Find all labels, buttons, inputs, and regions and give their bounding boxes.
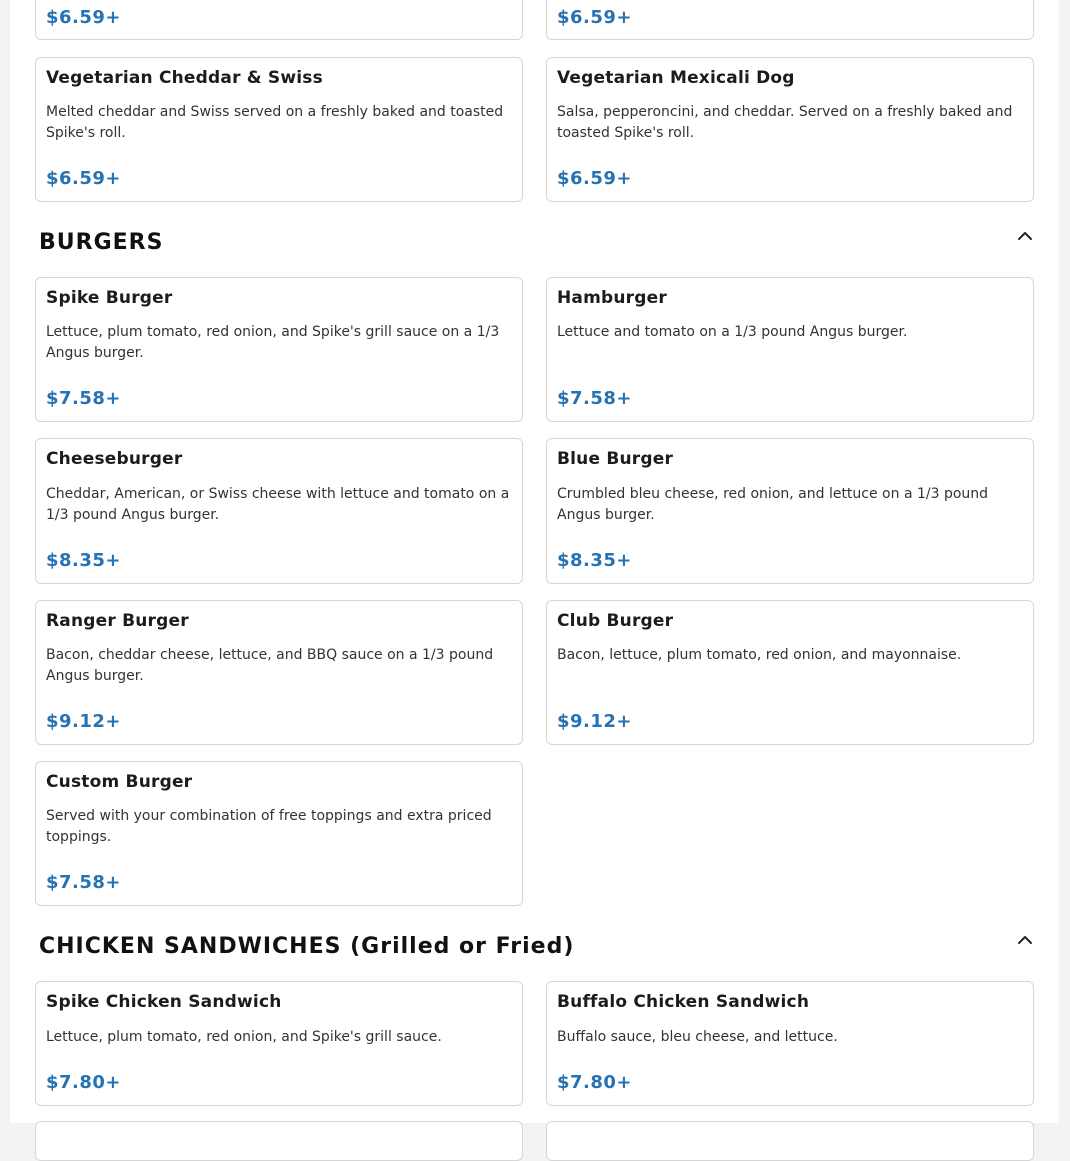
menu-item-price: $7.58+ [557,388,633,409]
menu-item-card[interactable] [546,981,1034,1106]
menu-item-description: Melted cheddar and Swiss served on a freshly baked and toasted Spike's roll. [46,104,504,141]
menu-item-description: Bacon, cheddar cheese, lettuce, and BBQ sauce on a 1/3 pound Angus burger. [46,647,494,684]
menu-item-name: Hamburger [557,288,667,308]
chevron-up-icon[interactable] [1015,226,1035,246]
menu-item-price: $9.12+ [557,711,633,732]
menu-item-card[interactable] [546,57,1034,202]
menu-item-price: $7.58+ [46,388,122,409]
menu-item-price: $6.59+ [557,7,633,28]
menu-item-card[interactable] [546,277,1034,422]
menu-item-card[interactable] [35,1121,523,1161]
menu-item-name: Buffalo Chicken Sandwich [557,992,810,1012]
menu-item-price: $7.80+ [557,1072,633,1093]
menu-page [10,0,1059,1123]
menu-item-price: $6.59+ [46,168,122,189]
menu-item-description: Lettuce and tomato on a 1/3 pound Angus burger. [557,324,908,340]
menu-item-name: Vegetarian Mexicali Dog [557,68,795,88]
menu-item-description: Crumbled bleu cheese, red onion, and lettuce on a 1/3 pound Angus burger. [557,486,989,523]
menu-item-price: $6.59+ [46,7,122,28]
menu-item-name: Spike Chicken Sandwich [46,992,282,1012]
menu-item-description: Served with your combination of free toppings and extra priced toppings. [46,808,492,845]
menu-item-card[interactable] [546,600,1034,745]
menu-item-card[interactable] [546,1121,1034,1161]
menu-item-card[interactable] [35,438,523,584]
menu-item-price: $6.59+ [557,168,633,189]
menu-item-description: Buffalo sauce, bleu cheese, and lettuce. [557,1029,838,1045]
menu-item-card[interactable] [35,761,523,906]
menu-item-description: Salsa, pepperoncini, and cheddar. Served on a freshly baked and toasted Spike's roll. [557,104,1013,141]
menu-item-price: $7.58+ [46,872,122,893]
menu-item-name: Blue Burger [557,449,674,469]
menu-item-price: $9.12+ [46,711,122,732]
menu-item-card[interactable] [35,0,523,40]
menu-item-description: Lettuce, plum tomato, red onion, and Spike's grill sauce on a 1/3 Angus burger. [46,324,500,361]
menu-item-card[interactable] [546,0,1034,40]
menu-item-card[interactable] [35,277,523,422]
menu-item-description: Bacon, lettuce, plum tomato, red onion, and mayonnaise. [557,647,962,663]
menu-item-name: Spike Burger [46,288,173,308]
section-title-chicken-sandwiches: CHICKEN SANDWICHES (Grilled or Fried) [39,934,575,959]
menu-item-card[interactable] [35,981,523,1106]
menu-item-name: Custom Burger [46,772,193,792]
menu-item-price: $8.35+ [46,550,122,571]
menu-item-description: Lettuce, plum tomato, red onion, and Spike's grill sauce. [46,1029,442,1045]
menu-item-description: Cheddar, American, or Swiss cheese with lettuce and tomato on a 1/3 pound Angus burger. [46,486,510,523]
menu-item-price: $8.35+ [557,550,633,571]
section-title-burgers: BURGERS [39,230,164,255]
menu-item-card[interactable] [546,438,1034,584]
menu-item-name: Vegetarian Cheddar & Swiss [46,68,323,88]
menu-item-card[interactable] [35,600,523,745]
menu-item-name: Club Burger [557,611,674,631]
chevron-up-icon[interactable] [1015,930,1035,950]
menu-item-price: $7.80+ [46,1072,122,1093]
menu-item-name: Cheeseburger [46,449,183,469]
menu-item-card[interactable] [35,57,523,202]
menu-item-name: Ranger Burger [46,611,189,631]
